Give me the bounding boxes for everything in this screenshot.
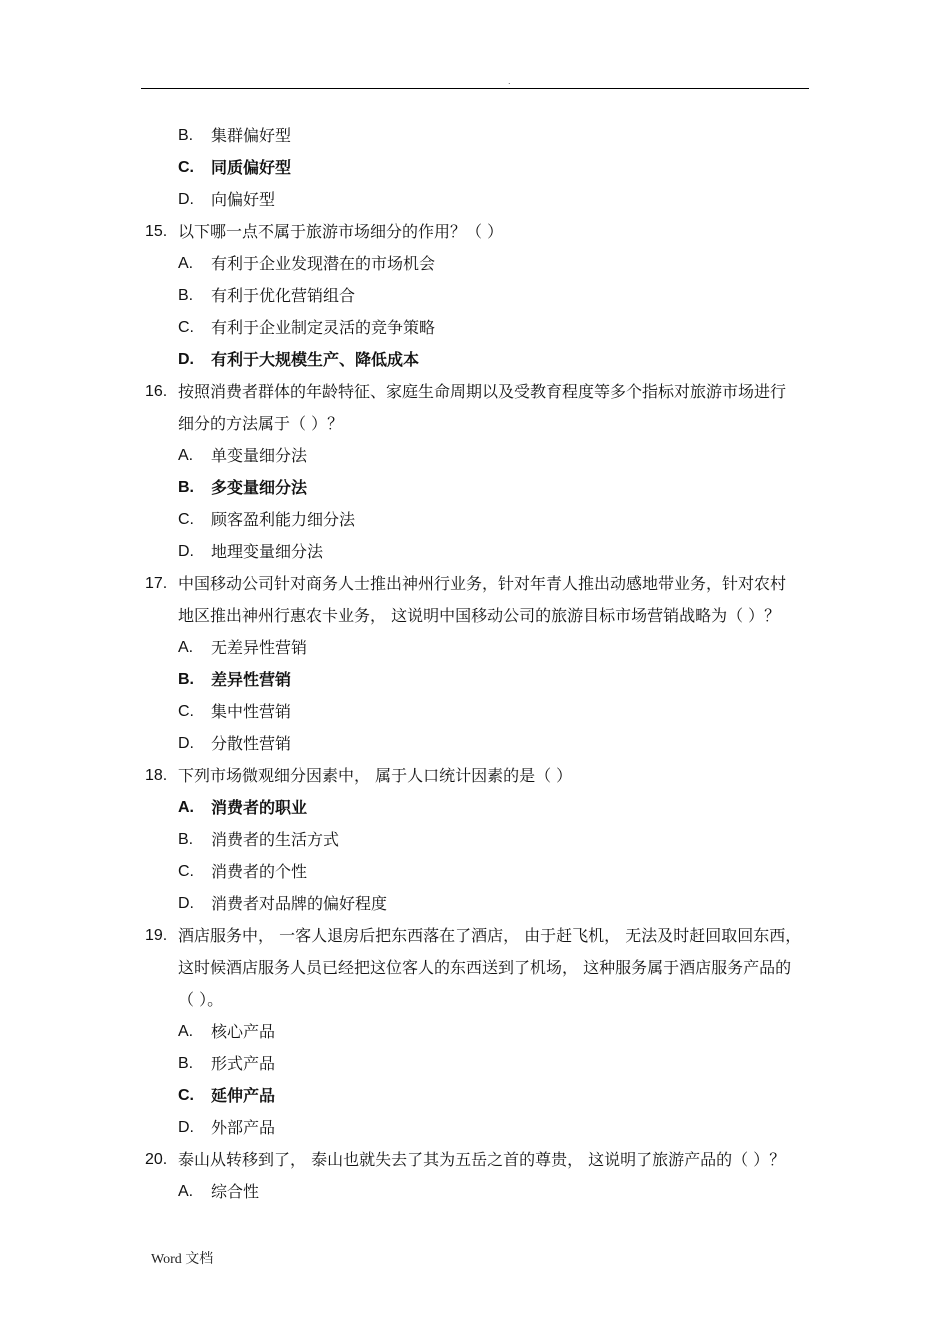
option-text: 消费者的生活方式 — [211, 830, 340, 849]
question-text: 泰山从转移到了， 泰山也就失去了其为五岳之首的尊贵， 这说明了旅游产品的（ ）？ — [178, 1150, 786, 1169]
option-label: C. — [178, 159, 194, 176]
answer-option — [0, 888, 950, 920]
document-body — [0, 120, 950, 1208]
option-text: 形式产品 — [211, 1054, 276, 1073]
option-label: B. — [178, 479, 194, 496]
option-label: A. — [178, 1023, 194, 1040]
option-text: 有利于优化营销组合 — [211, 286, 356, 305]
option-label: B. — [178, 1055, 194, 1072]
option-text: 向偏好型 — [211, 190, 276, 209]
answer-option — [0, 1112, 950, 1144]
answer-option — [0, 696, 950, 728]
option-text: 延伸产品 — [211, 1086, 276, 1105]
question-text: 以下哪一点不属于旅游市场细分的作用？（ ） — [178, 222, 504, 241]
answer-option — [0, 824, 950, 856]
question-text: 按照消费者群体的年龄特征、家庭生命周期以及受教育程度等多个指标对旅游市场进行 — [178, 382, 787, 401]
option-text: 分散性营销 — [211, 734, 292, 753]
answer-option — [0, 728, 950, 760]
option-text: 有利于企业制定灵活的竞争策略 — [211, 318, 436, 337]
question-number: 18. — [145, 767, 168, 784]
answer-option-correct — [0, 1080, 950, 1112]
question-line — [0, 920, 950, 952]
option-text: 集中性营销 — [211, 702, 292, 721]
option-text: 核心产品 — [211, 1022, 276, 1041]
question-number: 15. — [145, 223, 168, 240]
answer-option-correct — [0, 344, 950, 376]
option-label: D. — [178, 735, 194, 752]
question-text: 下列市场微观细分因素中， 属于人口统计因素的是（ ） — [178, 766, 573, 785]
option-text: 有利于企业发现潜在的市场机会 — [211, 254, 436, 273]
answer-option — [0, 280, 950, 312]
option-text: 同质偏好型 — [211, 158, 292, 177]
answer-option — [0, 632, 950, 664]
answer-option — [0, 120, 950, 152]
option-label: B. — [178, 671, 194, 688]
option-text: 综合性 — [211, 1182, 260, 1201]
answer-option — [0, 312, 950, 344]
option-label: B. — [178, 287, 194, 304]
option-label: D. — [178, 1119, 194, 1136]
option-text: 地理变量细分法 — [211, 542, 324, 561]
question-line — [0, 216, 950, 248]
option-label: C. — [178, 319, 194, 336]
option-text: 消费者的职业 — [211, 798, 308, 817]
answer-option-correct — [0, 472, 950, 504]
option-label: A. — [178, 1183, 194, 1200]
option-label: B. — [178, 127, 194, 144]
answer-option — [0, 440, 950, 472]
option-text: 消费者对品牌的偏好程度 — [211, 894, 388, 913]
option-text: 外部产品 — [211, 1118, 276, 1137]
answer-option-correct — [0, 152, 950, 184]
option-label: B. — [178, 831, 194, 848]
option-label: C. — [178, 1087, 194, 1104]
option-text: 差异性营销 — [211, 670, 292, 689]
option-label: C. — [178, 703, 194, 720]
option-label: A. — [178, 639, 194, 656]
question-text: 中国移动公司针对商务人士推出神州行业务，针对年青人推出动感地带业务，针对农村 — [178, 574, 787, 593]
question-text-continued: 细分的方法属于（ ）？ — [178, 414, 344, 433]
answer-option — [0, 536, 950, 568]
option-label: D. — [178, 351, 194, 368]
question-number: 17. — [145, 575, 168, 592]
option-label: D. — [178, 543, 194, 560]
answer-option — [0, 1176, 950, 1208]
question-text-continued: 地区推出神州行惠农卡业务， 这说明中国移动公司的旅游目标市场营销战略为（ ）？ — [178, 606, 781, 625]
question-continuation — [0, 952, 950, 984]
question-number: 20. — [145, 1151, 168, 1168]
answer-option — [0, 856, 950, 888]
question-line — [0, 568, 950, 600]
option-text: 无差异性营销 — [211, 638, 308, 657]
answer-option — [0, 1016, 950, 1048]
question-line — [0, 376, 950, 408]
option-label: A. — [178, 447, 194, 464]
option-text: 顾客盈利能力细分法 — [211, 510, 356, 529]
answer-option — [0, 184, 950, 216]
question-text-continued: 这时候酒店服务人员已经把这位客人的东西送到了机场， 这种服务属于酒店服务产品的 — [178, 958, 792, 977]
question-number: 19. — [145, 927, 168, 944]
option-text: 集群偏好型 — [211, 126, 292, 145]
question-number: 16. — [145, 383, 168, 400]
option-label: D. — [178, 895, 194, 912]
question-continuation — [0, 408, 950, 440]
option-text: 消费者的个性 — [211, 862, 308, 881]
header-mark: . — [508, 76, 511, 86]
question-line — [0, 1144, 950, 1176]
option-label: A. — [178, 255, 194, 272]
option-label: C. — [178, 511, 194, 528]
answer-option — [0, 1048, 950, 1080]
answer-option — [0, 504, 950, 536]
option-text: 有利于大规模生产、降低成本 — [211, 350, 420, 369]
answer-option-correct — [0, 664, 950, 696]
footer-label: Word 文档 — [151, 1252, 214, 1267]
option-label: D. — [178, 191, 194, 208]
question-text: 酒店服务中， 一客人退房后把东西落在了酒店， 由于赶飞机， 无法及时赶回取回东西， — [178, 926, 802, 945]
question-text-continued: （ ）。 — [178, 990, 224, 1009]
option-label: C. — [178, 863, 194, 880]
question-continuation — [0, 984, 950, 1016]
option-label: A. — [178, 799, 194, 816]
question-continuation — [0, 600, 950, 632]
answer-option — [0, 248, 950, 280]
answer-option-correct — [0, 792, 950, 824]
header-rule — [141, 88, 809, 89]
question-line — [0, 760, 950, 792]
option-text: 单变量细分法 — [211, 446, 308, 465]
option-text: 多变量细分法 — [211, 478, 308, 497]
